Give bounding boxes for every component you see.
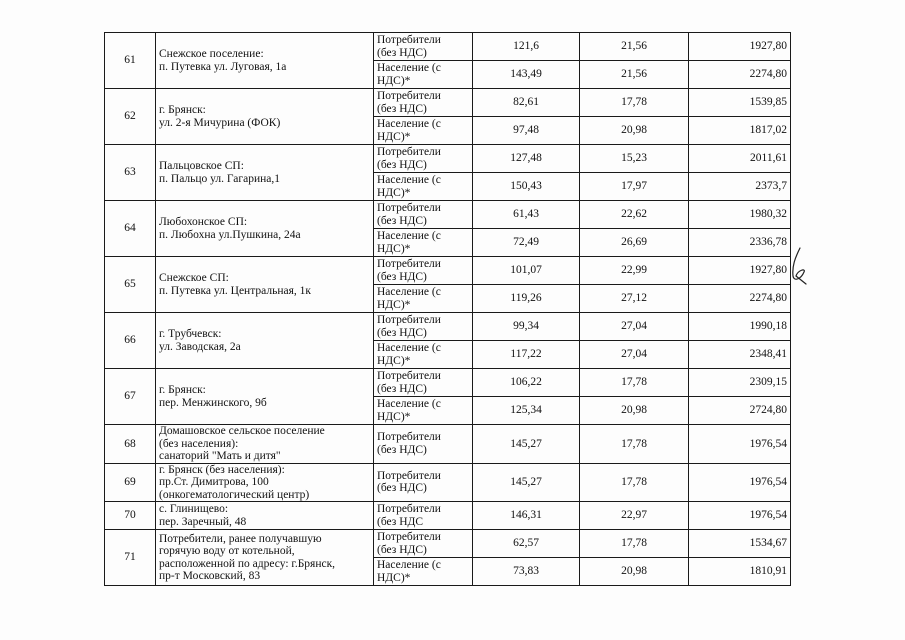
- tariff-value-3: 1810,91: [689, 558, 791, 586]
- category-line: НДС)*: [377, 130, 411, 143]
- address-line: горячую воду от котельной,: [159, 545, 295, 557]
- address-line: г. Трубчевск:: [159, 328, 222, 340]
- address-line: пер. Заречный, 48: [159, 515, 247, 528]
- tariff-value-2: 17,78: [580, 463, 689, 502]
- category-line: Население (с: [377, 118, 441, 130]
- consumer-category: [374, 463, 473, 502]
- tariff-value-3: 2274,80: [689, 61, 791, 89]
- tariff-value-2: 21,56: [580, 33, 689, 61]
- location-address: [156, 257, 374, 313]
- category-line: Потребители: [377, 469, 441, 482]
- address-line: Потребители, ранее получавшую: [159, 532, 322, 545]
- tariff-value-2: 26,69: [580, 229, 689, 257]
- address-line: (онкогематологический центр): [159, 488, 310, 501]
- tariff-value-2: 21,56: [580, 61, 689, 89]
- location-address: [156, 201, 374, 257]
- tariff-value-1: 119,26: [473, 285, 580, 313]
- category-line: (без НДС): [377, 102, 427, 115]
- consumer-category: [374, 341, 473, 369]
- tariff-value-1: 82,61: [473, 89, 580, 117]
- location-address: [156, 89, 374, 145]
- tariff-value-3: 2011,61: [689, 145, 791, 173]
- tariff-value-2: 27,04: [580, 341, 689, 369]
- category-line: Потребители: [377, 503, 441, 515]
- tariff-value-2: 17,78: [580, 530, 689, 558]
- category-line: Население (с: [377, 342, 441, 354]
- address-line: ул. 2-я Мичурина (ФОК): [159, 116, 281, 129]
- tariff-value-3: 2309,15: [689, 369, 791, 397]
- category-line: Население (с: [377, 398, 441, 410]
- tariff-value-2: 20,98: [580, 558, 689, 586]
- address-line: Домашовское сельское поселение: [159, 425, 325, 437]
- tariff-value-3: 2373,7: [689, 173, 791, 201]
- category-line: Потребители: [377, 258, 441, 270]
- category-line: (без НДС): [377, 382, 427, 395]
- category-line: Потребители: [377, 431, 441, 444]
- location-address: [156, 369, 374, 425]
- tariff-value-1: 150,43: [473, 173, 580, 201]
- category-line: НДС)*: [377, 242, 411, 255]
- row-number: 70: [105, 502, 156, 530]
- tariff-value-1: 97,48: [473, 117, 580, 145]
- tariff-value-3: 1976,54: [689, 425, 791, 464]
- category-line: НДС)*: [377, 298, 411, 311]
- tariff-value-3: 1976,54: [689, 463, 791, 502]
- address-line: Снежское СП:: [159, 272, 229, 284]
- address-line: г. Брянск:: [159, 104, 206, 116]
- tariff-value-1: 146,31: [473, 502, 580, 530]
- tariff-value-3: 1539,85: [689, 89, 791, 117]
- location-address: [156, 530, 374, 586]
- consumer-category: [374, 117, 473, 145]
- tariff-value-1: 121,6: [473, 33, 580, 61]
- category-line: Население (с: [377, 174, 441, 186]
- table-row: [105, 502, 791, 530]
- tariff-value-1: 145,27: [473, 425, 580, 464]
- consumer-category: [374, 173, 473, 201]
- tariff-value-1: 106,22: [473, 369, 580, 397]
- consumer-category: [374, 369, 473, 397]
- category-line: (без НДС): [377, 326, 427, 339]
- category-line: Потребители: [377, 90, 441, 102]
- address-line: Любохонское СП:: [159, 216, 248, 228]
- consumer-category: [374, 145, 473, 173]
- tariff-value-3: 1927,80: [689, 33, 791, 61]
- tariff-value-2: 22,62: [580, 201, 689, 229]
- category-line: (без НДС): [377, 543, 427, 556]
- consumer-category: [374, 397, 473, 425]
- tariff-value-2: 20,98: [580, 117, 689, 145]
- tariff-value-3: 1927,80: [689, 257, 791, 285]
- category-line: НДС)*: [377, 571, 411, 584]
- address-line: ул. Заводская, 2а: [159, 340, 241, 353]
- tariff-table: [104, 32, 791, 586]
- handwritten-mark: [786, 246, 808, 286]
- address-line: г. Брянск (без населения):: [159, 463, 285, 476]
- table-row: [105, 369, 791, 397]
- address-line: пер. Менжинского, 9б: [159, 396, 267, 409]
- row-number: 61: [105, 33, 156, 89]
- category-line: Население (с: [377, 62, 441, 74]
- table-row: [105, 425, 791, 464]
- consumer-category: [374, 33, 473, 61]
- address-line: п. Любохна ул.Пушкина, 24а: [159, 228, 301, 241]
- tariff-value-3: 1534,67: [689, 530, 791, 558]
- category-line: Население (с: [377, 559, 441, 571]
- tariff-value-2: 17,78: [580, 425, 689, 464]
- tariff-value-1: 101,07: [473, 257, 580, 285]
- row-number: 62: [105, 89, 156, 145]
- address-line: пр.Ст. Димитрова, 100: [159, 476, 269, 488]
- tariff-value-3: 1990,18: [689, 313, 791, 341]
- address-line: пр-т Московский, 83: [159, 570, 261, 582]
- category-line: Потребители: [377, 202, 441, 214]
- category-line: Потребители: [377, 146, 441, 158]
- tariff-value-2: 27,04: [580, 313, 689, 341]
- tariff-value-2: 17,78: [580, 369, 689, 397]
- address-line: расположенной по адресу: г.Брянск,: [159, 557, 336, 570]
- category-line: Население (с: [377, 230, 441, 242]
- category-line: НДС)*: [377, 410, 411, 423]
- tariff-value-2: 15,23: [580, 145, 689, 173]
- row-number: 66: [105, 313, 156, 369]
- location-address: [156, 313, 374, 369]
- tariff-value-1: 73,83: [473, 558, 580, 586]
- row-number: 65: [105, 257, 156, 313]
- category-line: (без НДС): [377, 443, 427, 456]
- table-row: [105, 89, 791, 117]
- consumer-category: [374, 229, 473, 257]
- address-line: с. Глинищево:: [159, 503, 229, 515]
- address-line: (без населения):: [159, 437, 239, 450]
- tariff-value-3: 1976,54: [689, 502, 791, 530]
- tariff-value-1: 117,22: [473, 341, 580, 369]
- tariff-value-3: 1980,32: [689, 201, 791, 229]
- tariff-value-1: 127,48: [473, 145, 580, 173]
- table-row: [105, 145, 791, 173]
- tariff-value-3: 2336,78: [689, 229, 791, 257]
- category-line: (без НДС): [377, 270, 427, 283]
- address-line: п. Путевка ул. Луговая, 1а: [159, 60, 287, 73]
- consumer-category: [374, 425, 473, 464]
- row-number: 63: [105, 145, 156, 201]
- consumer-category: [374, 201, 473, 229]
- address-line: г. Брянск:: [159, 384, 206, 396]
- row-number: 67: [105, 369, 156, 425]
- location-address: [156, 145, 374, 201]
- tariff-value-3: 1817,02: [689, 117, 791, 145]
- tariff-value-1: 143,49: [473, 61, 580, 89]
- address-line: п. Пальцо ул. Гагарина,1: [159, 172, 280, 185]
- location-address: [156, 425, 374, 464]
- table-row: [105, 257, 791, 285]
- table-row: [105, 530, 791, 558]
- category-line: Потребители: [377, 34, 441, 46]
- address-line: Снежское поселение:: [159, 48, 264, 60]
- address-line: санаторий "Мать и дитя": [159, 450, 281, 462]
- tariff-value-1: 145,27: [473, 463, 580, 502]
- category-line: НДС)*: [377, 74, 411, 87]
- category-line: Население (с: [377, 286, 441, 298]
- category-line: НДС)*: [377, 354, 411, 367]
- tariff-value-2: 27,12: [580, 285, 689, 313]
- category-line: (без НДС): [377, 46, 427, 59]
- category-line: Потребители: [377, 531, 441, 543]
- row-number: 69: [105, 463, 156, 502]
- category-line: (без НДС: [377, 515, 424, 528]
- tariff-value-2: 17,78: [580, 89, 689, 117]
- consumer-category: [374, 530, 473, 558]
- consumer-category: [374, 89, 473, 117]
- tariff-value-3: 2348,41: [689, 341, 791, 369]
- location-address: [156, 463, 374, 502]
- category-line: Потребители: [377, 314, 441, 326]
- row-number: 68: [105, 425, 156, 464]
- consumer-category: [374, 502, 473, 530]
- tariff-value-1: 62,57: [473, 530, 580, 558]
- table-row: [105, 201, 791, 229]
- consumer-category: [374, 558, 473, 586]
- tariff-value-3: 2274,80: [689, 285, 791, 313]
- category-line: (без НДС): [377, 482, 427, 495]
- category-line: НДС)*: [377, 186, 411, 199]
- location-address: [156, 502, 374, 530]
- category-line: (без НДС): [377, 214, 427, 227]
- category-line: (без НДС): [377, 158, 427, 171]
- category-line: Потребители: [377, 370, 441, 382]
- location-address: [156, 33, 374, 89]
- tariff-value-2: 22,99: [580, 257, 689, 285]
- tariff-value-1: 125,34: [473, 397, 580, 425]
- tariff-value-2: 20,98: [580, 397, 689, 425]
- tariff-value-2: 17,97: [580, 173, 689, 201]
- consumer-category: [374, 313, 473, 341]
- consumer-category: [374, 61, 473, 89]
- table-row: [105, 33, 791, 61]
- tariff-value-1: 72,49: [473, 229, 580, 257]
- tariff-value-2: 22,97: [580, 502, 689, 530]
- tariff-value-1: 61,43: [473, 201, 580, 229]
- table-row: [105, 313, 791, 341]
- address-line: Пальцовское СП:: [159, 160, 244, 172]
- row-number: 71: [105, 530, 156, 586]
- tariff-value-1: 99,34: [473, 313, 580, 341]
- consumer-category: [374, 285, 473, 313]
- consumer-category: [374, 257, 473, 285]
- table-row: [105, 463, 791, 502]
- address-line: п. Путевка ул. Центральная, 1к: [159, 284, 311, 297]
- tariff-value-3: 2724,80: [689, 397, 791, 425]
- row-number: 64: [105, 201, 156, 257]
